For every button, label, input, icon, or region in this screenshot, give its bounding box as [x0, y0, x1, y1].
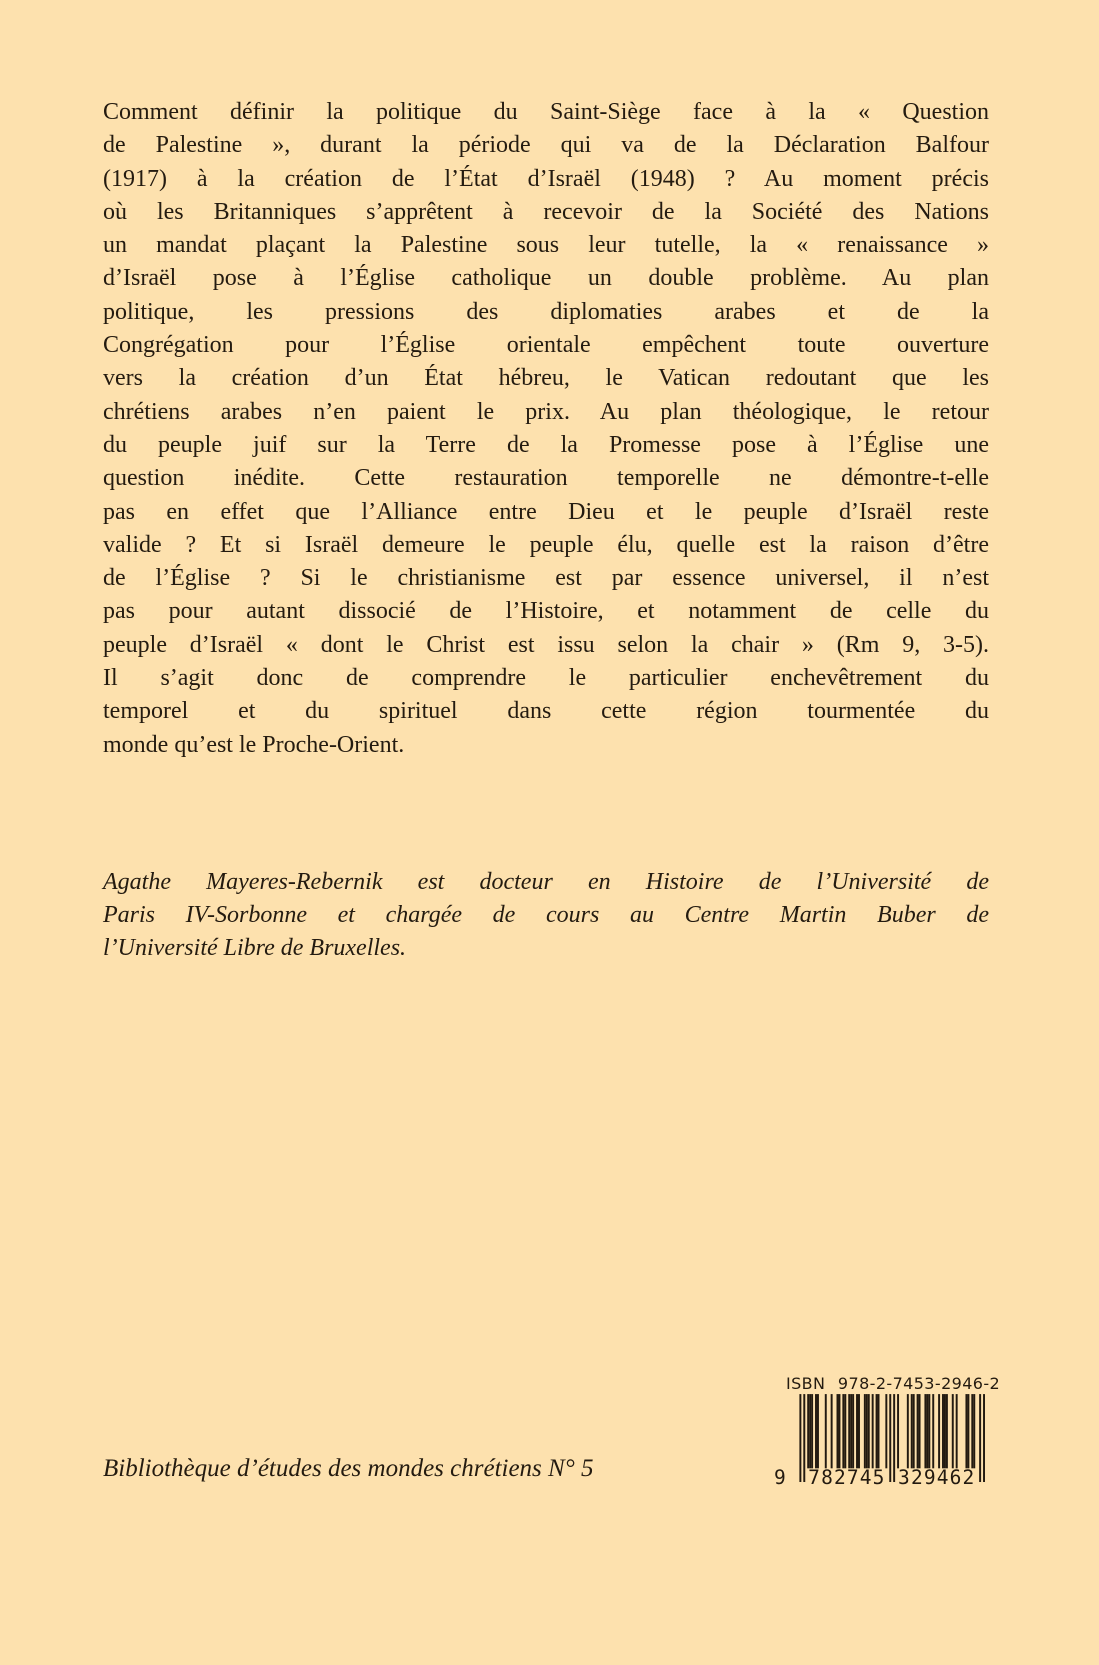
synopsis-line: vers la création d’un État hébreu, le Vatican redoutant que les — [103, 365, 989, 392]
synopsis-line: d’Israël pose à l’Église catholique un double problème. Au plan — [103, 265, 989, 292]
synopsis-line: peuple d’Israël « dont le Christ est issu selon la chair » (Rm 9, 3-5). — [103, 631, 989, 658]
synopsis-line: pas pour autant dissocié de l’Histoire, et notamment de celle du — [103, 598, 989, 625]
synopsis-line: Comment définir la politique du Saint-Siège face à la « Question — [103, 99, 989, 125]
isbn-label: ISBN 978-2-7453-2946-2 — [786, 1374, 1001, 1393]
synopsis-paragraph — [103, 96, 989, 762]
synopsis-line: monde qu’est le Proche-Orient. — [103, 731, 405, 758]
synopsis-line: du peuple juif sur la Terre de la Promesse pose à l’Église une — [103, 431, 989, 458]
synopsis-line: chrétiens arabes n’en paient le prix. Au plan théologique, le retour — [103, 398, 989, 425]
series-title: Bibliothèque d’études des mondes chrétiens N° 5 — [103, 1455, 594, 1482]
synopsis-line: Il s’agit donc de comprendre le particulier enchevêtrement du — [103, 665, 989, 692]
synopsis-line: politique, les pressions des diplomaties arabes et de la — [103, 298, 989, 325]
synopsis-line: pas en effet que l’Alliance entre Dieu et le peuple d’Israël reste — [103, 498, 989, 525]
synopsis-line: Congrégation pour l’Église orientale empêchent toute ouverture — [103, 332, 989, 359]
synopsis-line: de Palestine », durant la période qui va de la Déclaration Balfour — [103, 132, 989, 159]
isbn-barcode — [772, 1374, 1001, 1491]
synopsis-line: un mandat plaçant la Palestine sous leur tutelle, la « renaissance » — [103, 232, 989, 259]
author-bio-line: Agathe Mayeres-Rebernik est docteur en Histoire de l’Université de — [103, 869, 989, 895]
svg-text:9: 9 — [773, 1465, 786, 1486]
synopsis-line: question inédite. Cette restauration temporelle ne démontre-t-elle — [103, 465, 989, 492]
author-bio-line: l’Université Libre de Bruxelles. — [103, 935, 407, 961]
svg-text:329462: 329462 — [897, 1465, 974, 1486]
synopsis-line: où les Britanniques s’apprêtent à recevoir de la Société des Nations — [103, 198, 989, 225]
synopsis-line: valide ? Et si Israël demeure le peuple élu, quelle est la raison d’être — [103, 531, 989, 558]
author-bio-line: Paris IV-Sorbonne et chargée de cours au Centre Martin Buber de — [103, 902, 989, 928]
synopsis-line: (1917) à la création de l’État d’Israël (1948) ? Au moment précis — [103, 165, 989, 192]
ean-barcode — [772, 1394, 986, 1491]
author-bio — [103, 866, 989, 965]
svg-text:782745: 782745 — [807, 1465, 884, 1486]
synopsis-line: de l’Église ? Si le christianisme est par essence universel, il n’est — [103, 565, 989, 592]
synopsis-line: temporel et du spirituel dans cette région tourmentée du — [103, 698, 989, 725]
